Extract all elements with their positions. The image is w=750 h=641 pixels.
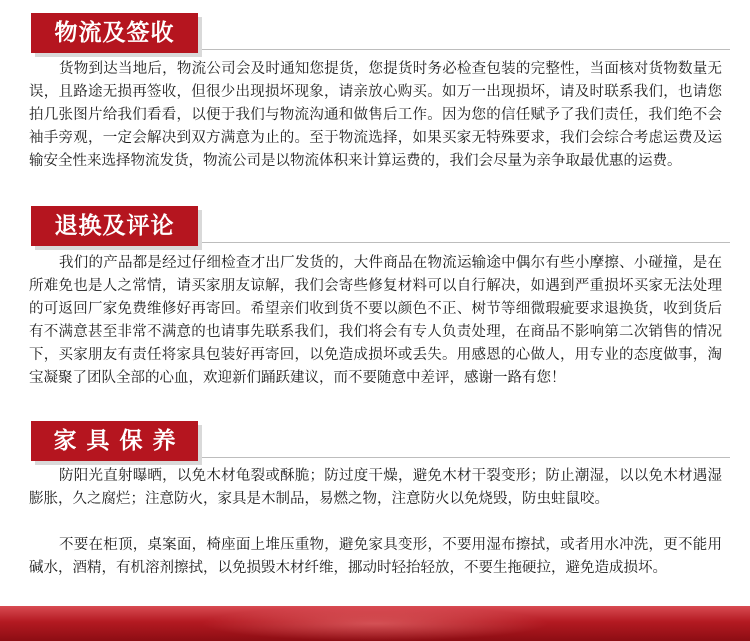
section-title-badge: 家具保养: [31, 421, 198, 461]
section-title-badge: 退换及评论: [31, 206, 198, 246]
section-paragraph: 货物到达当地后，物流公司会及时通知您提货，您提货时务必检查包装的完整性，当面核对货物数量无误，且路途无损再签收，但很少出现损坏现象，请亲放心购买。如万一出现损坏，请及时联系我们，也请您拍几张图片给我们看看，以便于我们与物流沟通和做售后工作。因为您的信任赋予了我们责任，我们绝不会袖手旁观，一定会解决到双方满意为止的。至于物流选择，如果买家无特殊要求，我们会综合考虑运费及运输安全性来选择物流发货，物流公司是以物流体积来计算运费的，我们会尽量为亲争取最优惠的运费。: [29, 61, 722, 169]
section-paragraph: 防阳光直射曝晒，以免木材龟裂或酥脆；防过度干燥，避免木材干裂变形；防止潮湿，以以免木材遇湿膨胀，久之腐烂；注意防火，家具是木制品，易燃之物，注意防火以免烧毁，防虫蛀鼠咬。: [29, 468, 722, 507]
section-title-badge: 物流及签收: [31, 13, 198, 53]
footer-glow: [200, 606, 550, 641]
section-paragraph: 不要在柜顶，桌案面，椅座面上堆压重物，避免家具变形，不要用湿布擦拭，或者用水冲洗，更不能用碱水，酒精，有机溶剂擦拭，以免损毁木材纤维，挪动时轻抬轻放，不要生拖硬拉，避免造成损坏。: [29, 537, 722, 576]
section-paragraph: 我们的产品都是经过仔细检查才出厂发货的，大件商品在物流运输途中偶尔有些小摩擦、小碰撞，是在所难免也是人之常情，请买家朋友谅解，我们会寄些修复材料可以自行解决，如遇到严重损坏买家无法处理的可返回厂家免费维修好再寄回。希望亲们收到货不要以颜色不正、树节等细微瑕疵要求退换货，收到货后有不满意甚至非常不满意的也请事先联系我们，我们将会有专人负责处理，在商品不影响第二次销售的情况下，买家朋友有责任将家具包装好再寄回，以免造成损坏或丢失。用感恩的心做人，用专业的态度做事，淘宝凝聚了团队全部的心血，欢迎新们踊跃建议，而不要随意中差评，感谢一路有您！: [29, 255, 722, 386]
